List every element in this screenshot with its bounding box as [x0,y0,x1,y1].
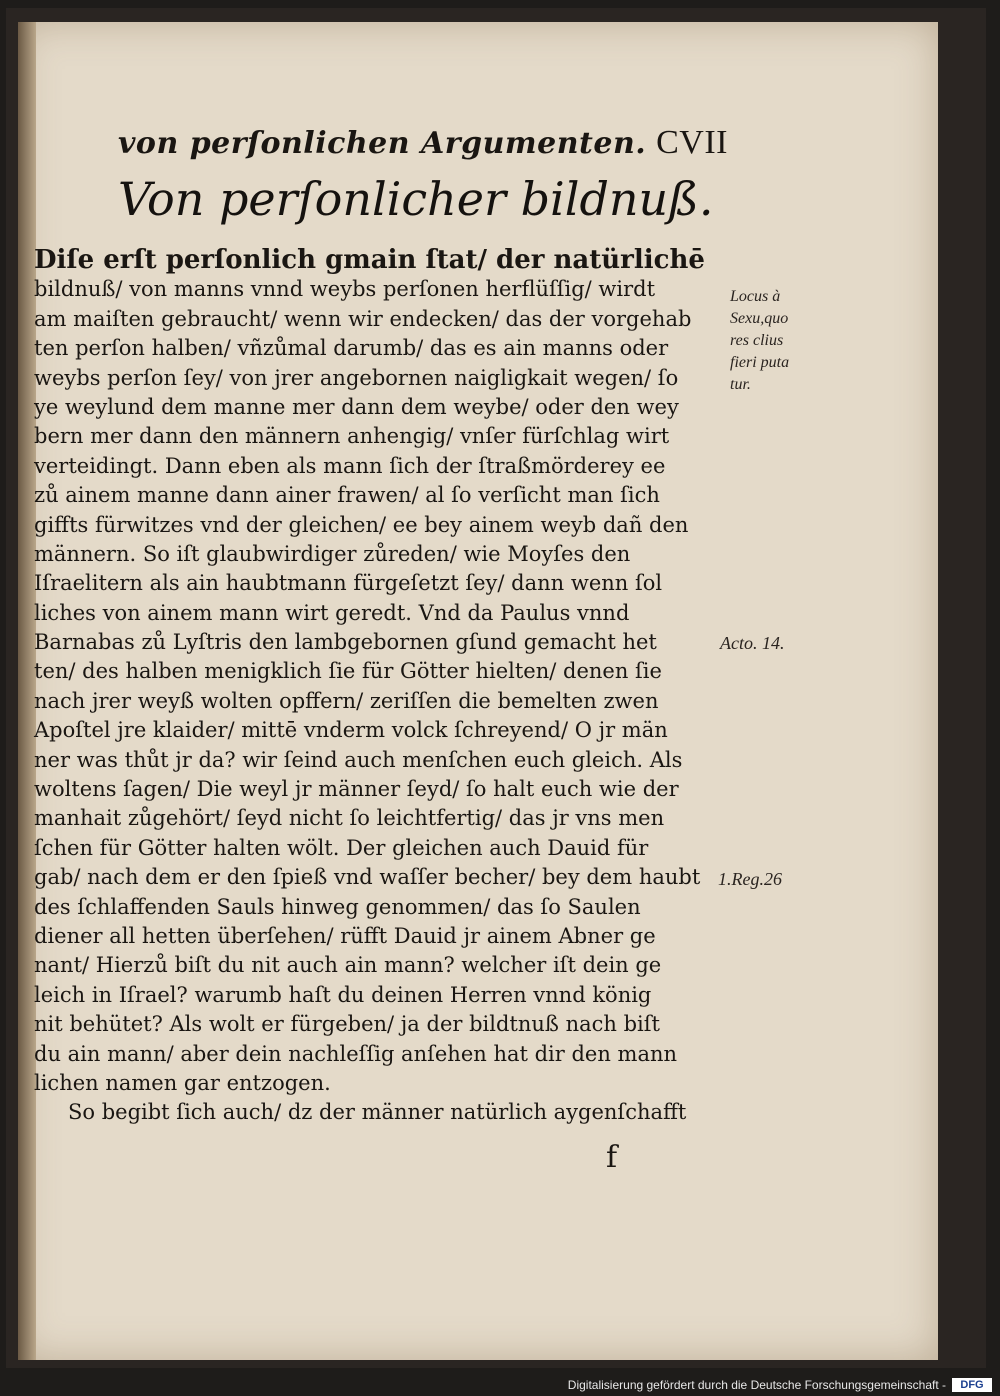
text-line: giffts fürwitzes vnd der gleichen/ ee bey ainem weyb dañ den [34,512,689,537]
text-line: ten/ des halben menigklich ſie für Götter hielten/ denen ſie [34,659,662,684]
text-line: du ain mann/ aber dein nachleſſig anſehen hat dir den mann [34,1041,678,1066]
text-line: männern. So iſt glaubwirdiger zůreden/ wie Moyſes den [34,541,631,566]
text-line: Iſraelitern als ain haubtmann fürgeſetzt ſey/ dann wenn ſol [34,571,663,596]
text-line: woltens ſagen/ Die weyl jr männer ſeyd/ ſo halt euch wie der [34,777,679,802]
text-line: am maiſten gebraucht/ wenn wir endecken/ das der vorgehab [34,306,692,331]
text-line: weybs perſon ſey/ von jrer angebornen naigligkait wegen/ ſo [34,365,679,390]
dfg-logo: DFG [952,1378,992,1392]
text-line: So begibt ſich auch/ dz der männer natürlich aygenſchafft [68,1100,687,1125]
text-line: bildnuß/ von manns vnnd weybs perſonen herflüſſig/ wirdt [34,277,656,302]
text-line: zů ainem manne dann ainer frawen/ al ſo verſicht man ſich [34,483,660,508]
margin-note-locus [730,286,789,396]
text-line: leich in Iſrael? warumb haſt du deinen Herren vnnd könig [34,982,652,1007]
text-line: verteidingt. Dann eben als mann ſich der ſtraßmörderey ee [34,453,666,478]
margin-note-reg: 1.Reg.26 [718,869,782,889]
section-heading: Von perſonlicher bildnuß. [118,172,714,226]
text-line: ye weylund dem manne mer dann dem weybe/ oder den wey [34,394,679,419]
margin-note-line: tur. [730,376,751,393]
text-line: liches von ainem mann wirt geredt. Vnd da Paulus vnnd [34,600,630,625]
text-line: ſchen für Götter halten wölt. Der gleichen auch Dauid für [34,835,649,860]
margin-note-line: Sexu,quo [730,310,789,327]
text-line: gab/ nach dem er den ſpieß vnd waſſer becher/ bey dem haubt [34,865,701,890]
text-line: ten perſon halben/ vñzůmal darumb/ das es ain manns oder [34,336,669,361]
text-line: Diſe erſt perſonlich gmain ſtat/ der natürlichē [34,245,705,275]
text-line: bern mer dann den männern anhengig/ vnſer fürſchlag wirt [34,424,670,449]
running-head [118,118,728,168]
text-line: lichen namen gar entzogen. [34,1070,331,1095]
text-line: ner was thůt jr da? wir ſeind auch menſchen euch gleich. Als [34,747,683,772]
text-line: Barnabas zů Lyſtris den lambgebornen gſund gemacht het [34,630,657,655]
margin-note-line: Locus à [730,288,781,305]
margin-note-line: fieri puta [730,354,790,371]
folio-number: CVII [656,124,728,161]
running-title: von perſonlichen Argumenten. [118,126,647,161]
text-line: nant/ Hierzů biſt du nit auch ain mann? welcher iſt dein ge [34,953,662,978]
catchword: f [606,1140,618,1175]
margin-note-acts: Acto. 14. [720,633,785,653]
body-text [34,246,714,1128]
margin-note-line: res clius [730,332,784,349]
text-line: nit behütet? Als wolt er fürgeben/ ja der bildtnuß nach biſt [34,1012,660,1037]
text-line: nach jrer weyß wolten opffern/ zeriſſen die bemelten zwen [34,688,659,713]
text-line: des ſchlaffenden Sauls hinweg genommen/ das ſo Saulen [34,894,641,919]
text-line: Apoſtel jre klaider/ mittē vnderm volck ſchreyend/ O jr män [34,718,668,743]
digitization-credit: Digitalisierung gefördert durch die Deutsche Forschungsgemeinschaft - [567,1378,946,1392]
text-line: manhait zůgehört/ ſeyd nicht ſo leichtfertig/ das jr vns men [34,806,665,831]
text-line: diener all hetten überſehen/ rüfft Dauid jr ainem Abner ge [34,923,656,948]
